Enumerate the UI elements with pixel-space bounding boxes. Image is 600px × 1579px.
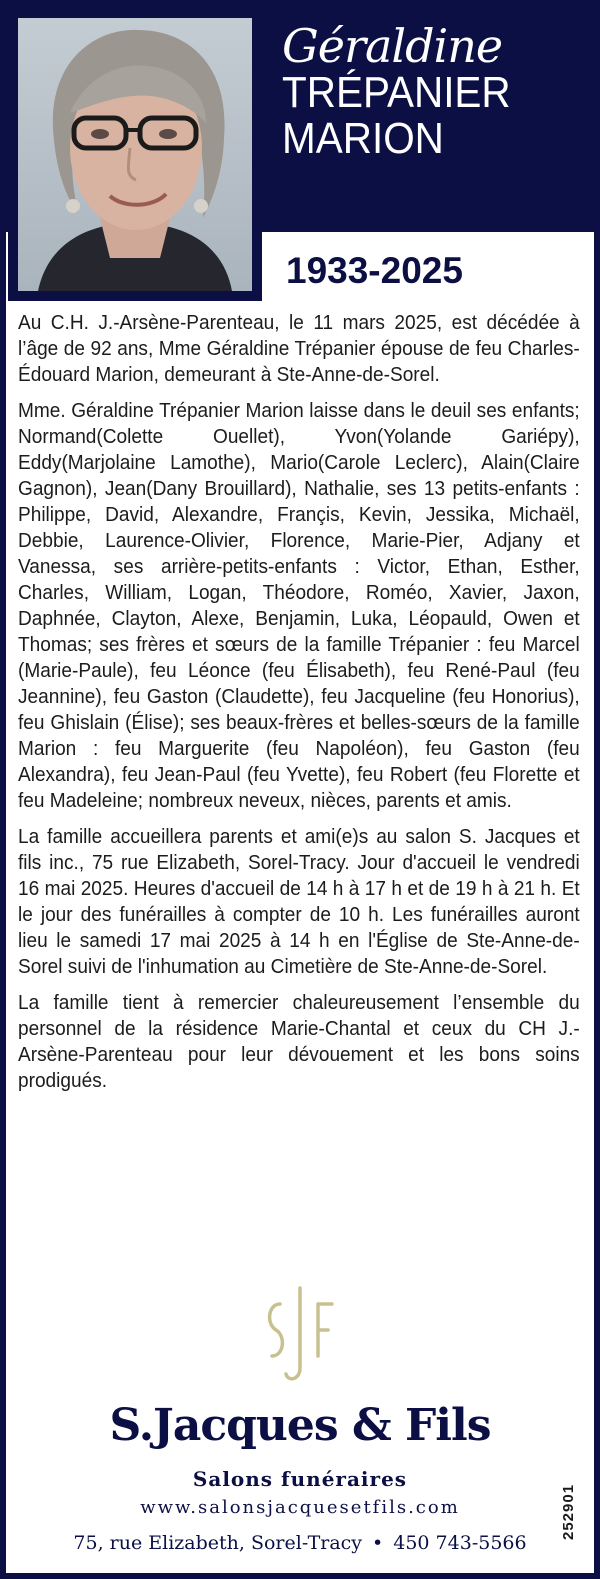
- first-name: Géraldine: [282, 19, 503, 73]
- contact-line: [0, 1532, 600, 1554]
- paragraph-thanks: La famille tient à remercier chaleureusement l’ensemble du personnel de la résidence Marie-Chantal et ceux du CH J.-Arsène-Parenteau pour leur dévouement et les bons soins prodigués.: [18, 991, 580, 1092]
- name-block: [282, 19, 531, 163]
- portrait-illustration: [18, 18, 252, 291]
- paragraph-visitation: La famille accueillera parents et ami(e)s au salon S. Jacques et fils inc., 75 rue Elizabeth, Sorel-Tracy. Jour d'accueil le vendredi 16 mai 2025. Heures d'accueil de 14 h à 17 h et de 19 h à 21 h. Et le jour des funérailles à compter de 10 h. Les funérailles auront lieu le samedi 17 mai 2025 à 14 h en l'Église de Ste-Anne-de-Sorel suivi de l'inhumation au Cimetière de Ste-Anne-de-Sorel.: [18, 825, 580, 978]
- photo-frame: [8, 8, 262, 301]
- brand-subtitle: Salons funéraires: [192, 1467, 408, 1491]
- sjf-monogram-icon: [258, 1282, 342, 1390]
- last-name-line-1: TRÉPANIER: [282, 68, 511, 117]
- bottom-border: [0, 1573, 600, 1579]
- funeral-home-logo: [0, 1282, 600, 1572]
- portrait-photo: [18, 18, 252, 291]
- paragraph-survivors: Mme. Géraldine Trépanier Marion laisse dans le deuil ses enfants; Normand(Colette Ouellet), Yvon(Yolande Gariépy), Eddy(Marjolaine Lamothe), Mario(Carole Leclerc), Alain(Claire Gagnon), Jean(Dany Brouillard), Nathalie, ses 13 petits-enfants : Philippe, David, Alexandre, Françis, Kevin, Jessika, Michaël, Debbie, Laurence-Olivier, Florence, Marie-Pier, Adjany et Vanessa, ses arrière-petits-enfants : Victor, Ethan, Esther, Charles, William, Logan, Théodore, Roméo, Xavier, Jaxon, Daphnée, Clayton, Alexe, Benjamin, Luka, Léopauld, Owen et Thomas; ses frères et sœurs de la famille Trépanier : feu Marcel (Marie-Paule), feu Léonce (feu Élisabeth), feu René-Paul (feu Jeannine), feu Gaston (Claudette), feu Jacqueline (feu Honorius), feu Ghislain (Élise); ses beaux-frères et belles-sœurs de la famille Marion : feu Marguerite (feu Napoléon), feu Gaston (feu Alexandra), feu Jean-Paul (feu Yvette), feu Robert (feu Florette et feu Madeleine; nombreux neveux, nièces, parents et amis.: [18, 399, 580, 812]
- website-link[interactable]: www.salonsjacquesetfils.com: [140, 1497, 460, 1518]
- ad-number: 252901: [560, 1483, 577, 1540]
- brand-name: S.Jacques & Fils: [109, 1400, 491, 1451]
- last-name-line-2: MARION: [282, 114, 444, 163]
- obituary-text: [18, 310, 580, 1104]
- separator: •: [372, 1532, 384, 1554]
- address: 75, rue Elizabeth, Sorel-Tracy: [73, 1532, 363, 1554]
- phone-number[interactable]: 450 743-5566: [393, 1532, 527, 1554]
- paragraph-death-notice: Au C.H. J.-Arsène-Parenteau, le 11 mars 2025, est décédée à l’âge de 92 ans, Mme Géraldine Trépanier épouse de feu Charles-Édouard Marion, demeurant à Ste-Anne-de-Sorel.: [18, 311, 580, 386]
- life-years: 1933-2025: [286, 250, 463, 291]
